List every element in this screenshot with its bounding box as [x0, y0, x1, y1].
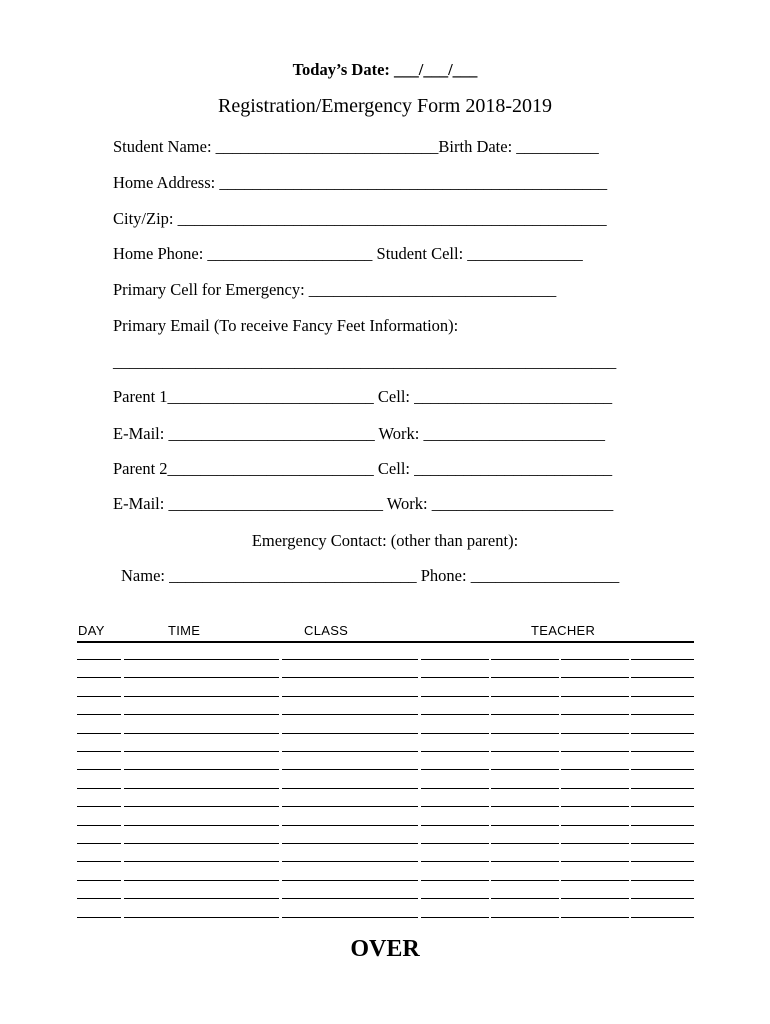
schedule-row-blank [124, 880, 279, 881]
schedule-row-blank [561, 696, 629, 697]
schedule-row-blank [124, 769, 279, 770]
schedule-row-blank [77, 898, 121, 899]
schedule-row-blank [124, 714, 279, 715]
schedule-row-blank [561, 825, 629, 826]
schedule-row-blank [124, 659, 279, 660]
schedule-row-blank [561, 733, 629, 734]
schedule-row-blank [421, 880, 489, 881]
schedule-row-blank [282, 769, 418, 770]
schedule-row-blank [421, 898, 489, 899]
schedule-row-blank [282, 714, 418, 715]
schedule-row-blank [491, 769, 559, 770]
schedule-row-blank [421, 769, 489, 770]
schedule-row-blank [421, 677, 489, 678]
schedule-row-blank [561, 843, 629, 844]
schedule-row-blank [491, 714, 559, 715]
schedule-row-blank [124, 696, 279, 697]
schedule-row-blank [561, 714, 629, 715]
schedule-row-blank [77, 769, 121, 770]
schedule-row-blank [124, 843, 279, 844]
schedule-row-blank [631, 751, 694, 752]
schedule-row-blank [421, 843, 489, 844]
home-phone-line[interactable]: Home Phone: ____________________ Student Cell: ______________ [113, 244, 583, 263]
schedule-row-blank [491, 917, 559, 918]
schedule-row-blank [421, 733, 489, 734]
schedule-row-blank [561, 806, 629, 807]
schedule-row-blank [77, 788, 121, 789]
schedule-row-blank [77, 751, 121, 752]
schedule-row-blank [421, 714, 489, 715]
column-header-time: TIME [168, 623, 201, 638]
schedule-row-blank [561, 769, 629, 770]
primary-email-line[interactable]: _____________________________________________________________ [113, 352, 617, 371]
schedule-row-blank [421, 788, 489, 789]
schedule-row-blank [421, 659, 489, 660]
schedule-row-blank [124, 825, 279, 826]
schedule-row-blank [631, 806, 694, 807]
schedule-rows [77, 641, 694, 941]
schedule-row-blank [561, 677, 629, 678]
schedule-row-blank [631, 696, 694, 697]
schedule-row-blank [77, 806, 121, 807]
schedule-row-blank [124, 751, 279, 752]
schedule-row-blank [561, 659, 629, 660]
schedule-row-blank [631, 733, 694, 734]
schedule-row-blank [77, 825, 121, 826]
schedule-row-blank [491, 733, 559, 734]
schedule-row-blank [124, 733, 279, 734]
schedule-row-blank [561, 788, 629, 789]
column-header-teacher: TEACHER [531, 623, 596, 638]
schedule-row-blank [421, 825, 489, 826]
parent2-line[interactable]: Parent 2_________________________ Cell: ________________________ [113, 459, 613, 478]
schedule-row-blank [77, 880, 121, 881]
schedule-row-blank [491, 843, 559, 844]
home-address-line[interactable]: Home Address: _______________________________________________ [113, 173, 608, 192]
column-header-class: CLASS [304, 623, 349, 638]
schedule-row-blank [77, 843, 121, 844]
schedule-row-blank [491, 806, 559, 807]
primary-cell-line[interactable]: Primary Cell for Emergency: ______________________________ [113, 280, 557, 299]
city-zip-line[interactable]: City/Zip: ____________________________________________________ [113, 209, 607, 228]
emergency-name-phone-line[interactable]: Name: ______________________________ Phone: __________________ [121, 566, 620, 585]
schedule-row-blank [282, 825, 418, 826]
schedule-row-blank [282, 659, 418, 660]
schedule-row-blank [631, 880, 694, 881]
schedule-row-blank [561, 917, 629, 918]
schedule-row-blank [124, 917, 279, 918]
schedule-row-blank [282, 788, 418, 789]
email2-line[interactable]: E-Mail: __________________________ Work: ______________________ [113, 494, 614, 513]
schedule-row-blank [77, 696, 121, 697]
schedule-row-blank [631, 898, 694, 899]
schedule-row-blank [124, 898, 279, 899]
schedule-row-blank [631, 917, 694, 918]
schedule-row-blank [631, 788, 694, 789]
column-header-day: DAY [78, 623, 105, 638]
schedule-row-blank [124, 806, 279, 807]
schedule-row-blank [491, 659, 559, 660]
schedule-row-blank [421, 696, 489, 697]
schedule-row-blank [631, 714, 694, 715]
schedule-row-blank [491, 898, 559, 899]
parent1-line[interactable]: Parent 1_________________________ Cell: ________________________ [113, 387, 613, 406]
emergency-heading: Emergency Contact: (other than parent): [251, 531, 519, 550]
schedule-row-blank [282, 677, 418, 678]
schedule-row-blank [421, 806, 489, 807]
schedule-row-blank [282, 917, 418, 918]
schedule-row-blank [561, 751, 629, 752]
schedule-row-blank [282, 880, 418, 881]
schedule-row-blank [491, 751, 559, 752]
schedule-row-blank [282, 751, 418, 752]
over-label: OVER [350, 936, 420, 962]
schedule-row-blank [282, 898, 418, 899]
schedule-row-blank [631, 677, 694, 678]
student-name-line[interactable]: Student Name: ___________________________Birth Date: __________ [113, 137, 599, 156]
schedule-row-blank [491, 677, 559, 678]
form-title: Registration/Emergency Form 2018-2019 [217, 95, 553, 117]
schedule-row-blank [282, 806, 418, 807]
schedule-row-blank [77, 917, 121, 918]
schedule-row-blank [421, 861, 489, 862]
schedule-row-blank [124, 677, 279, 678]
todays-date: Today’s Date: ___/___/___ [292, 60, 478, 79]
schedule-row-blank [421, 917, 489, 918]
schedule-row-blank [491, 825, 559, 826]
schedule-row-blank [124, 788, 279, 789]
schedule-row-blank [282, 696, 418, 697]
schedule-row-blank [561, 880, 629, 881]
schedule-row-blank [631, 769, 694, 770]
schedule-row-blank [491, 788, 559, 789]
schedule-row-blank [282, 733, 418, 734]
schedule-row-blank [631, 861, 694, 862]
schedule-row-blank [631, 843, 694, 844]
schedule-row-blank [491, 696, 559, 697]
email1-line[interactable]: E-Mail: _________________________ Work: ______________________ [113, 424, 605, 443]
schedule-row-blank [282, 861, 418, 862]
schedule-row-blank [282, 843, 418, 844]
schedule-row-blank [491, 880, 559, 881]
primary-email-label: Primary Email (To receive Fancy Feet Information): [113, 316, 459, 335]
schedule-row-blank [561, 898, 629, 899]
schedule-row-blank [77, 733, 121, 734]
schedule-row-blank [631, 825, 694, 826]
schedule-row-blank [561, 861, 629, 862]
schedule-row-blank [491, 861, 559, 862]
schedule-row-blank [631, 659, 694, 660]
schedule-row-blank [77, 714, 121, 715]
schedule-row-blank [124, 861, 279, 862]
schedule-row-blank [421, 751, 489, 752]
schedule-row-blank [77, 861, 121, 862]
schedule-row-blank [77, 677, 121, 678]
schedule-row-blank [77, 659, 121, 660]
